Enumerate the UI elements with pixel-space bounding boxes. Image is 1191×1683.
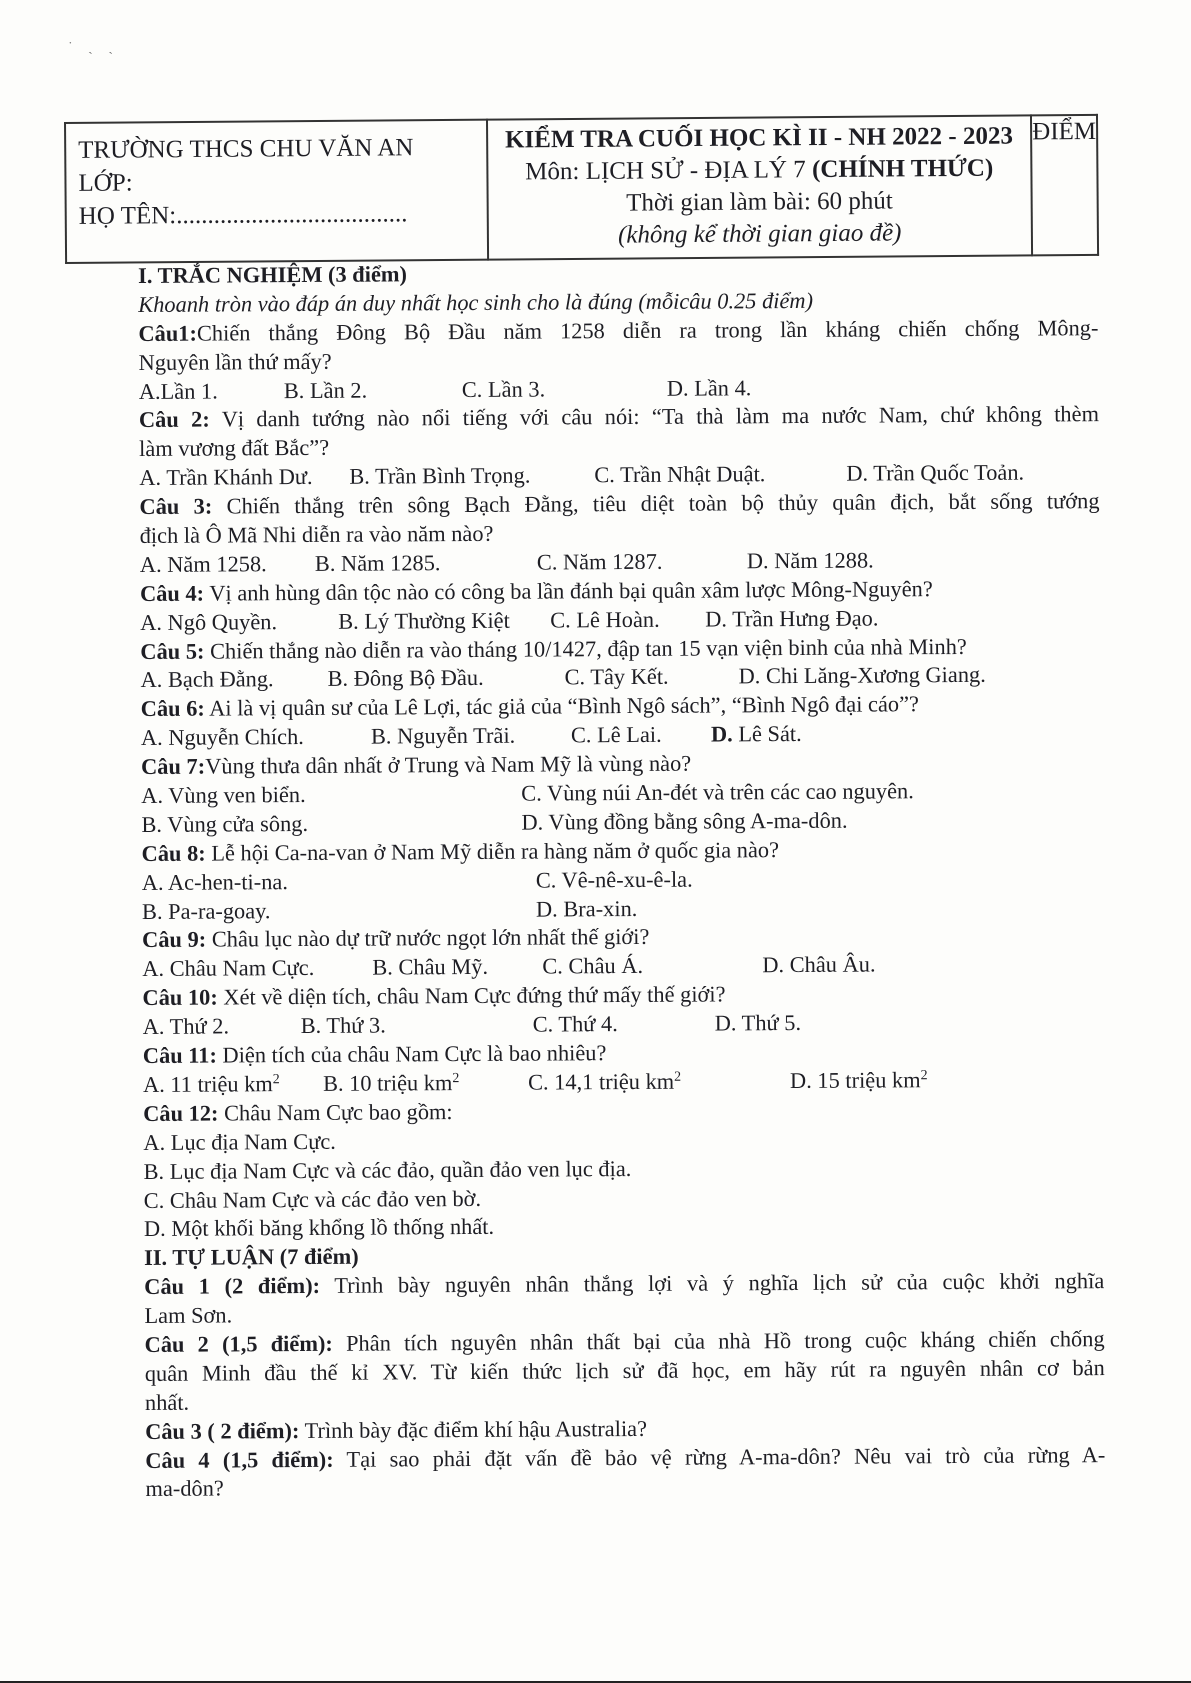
exam-info-cell <box>487 115 1033 259</box>
question-text: Chiến thắng nào diễn ra vào tháng 10/1427, đập tan 15 vạn viện binh của nhà Minh? <box>204 633 967 664</box>
option-b[interactable]: B. Lần 2. <box>283 377 368 403</box>
question-text: Châu Nam Cực bao gồm: <box>218 1098 453 1126</box>
option-a[interactable] <box>143 1070 323 1100</box>
option-a[interactable]: A. Nguyễn Chích. <box>140 724 304 751</box>
question-text-cont: quân Minh đầu thế kỉ XV. Từ kiến thức lịch sử đã học, em hãy rút ra nguyên nhân cơ bản <box>144 1354 1105 1386</box>
option-a[interactable]: A. Thứ 2. <box>142 1013 230 1040</box>
option-c[interactable]: C. Vê-nê-xu-ê-la. <box>535 866 693 893</box>
option-text: D. 15 triệu km <box>789 1067 921 1093</box>
option-a[interactable]: A. Ac-hen-ti-na. <box>141 868 288 895</box>
option-text: B. 10 triệu km <box>322 1070 453 1096</box>
question-text: Vị danh tướng nào nổi tiếng với câu nói: “Ta thà làm ma nước Nam, chứ không thèm <box>209 401 1100 433</box>
superscript: 2 <box>452 1070 460 1087</box>
question-text: Trình bày nguyên nhân thắng lợi và ý nghĩa lịch sử của cuộc khởi nghĩa <box>319 1268 1105 1299</box>
question-text-cont: làm vương đất Bắc”? <box>139 435 330 462</box>
option-a[interactable]: A. Trần Khánh Dư. <box>139 464 313 491</box>
question-text: Diện tích của châu Nam Cực là bao nhiêu? <box>216 1040 607 1068</box>
question-text: Chiến thắng Đông Bộ Đầu năm 1258 diễn ra trong lần kháng chiến chống Mông- <box>196 314 1099 346</box>
essay-question-1 <box>144 1267 1104 1302</box>
option-d[interactable]: D. Vùng đồng bằng sông A-ma-dôn. <box>521 807 848 835</box>
option-b[interactable] <box>323 1069 528 1099</box>
question-number: Câu 9: <box>142 927 207 953</box>
option-d[interactable]: D. Thứ 5. <box>714 1010 802 1036</box>
name-field[interactable]: HỌ TÊN:..................................... <box>78 200 408 230</box>
option-c[interactable]: C. Vùng núi An-đét và trên các cao nguyên. <box>521 778 914 806</box>
question-number: Câu 10: <box>142 984 218 1011</box>
option-c[interactable]: C. Năm 1287. <box>536 548 663 575</box>
option-b[interactable]: B. Lục địa Nam Cực và các đảo, quần đảo ven lục địa. <box>143 1155 632 1184</box>
option-b[interactable]: B. Thứ 3. <box>300 1012 386 1039</box>
option-c[interactable]: C. Châu Á. <box>542 953 644 979</box>
option-a[interactable]: A. Lục địa Nam Cực. <box>143 1128 336 1155</box>
option-text: A. 11 triệu km <box>142 1071 273 1097</box>
option-c[interactable]: C. Tây Kết. <box>564 664 669 690</box>
question-number: Câu 3 ( 2 điểm): <box>145 1417 300 1444</box>
student-info-cell <box>65 120 488 263</box>
question-number: Câu 12: <box>143 1100 219 1126</box>
question-text: Trình bày đặc điểm khí hậu Australia? <box>299 1415 648 1443</box>
option-text: C. 14,1 triệu km <box>527 1068 675 1095</box>
subject-line <box>488 152 1031 188</box>
question-text-cont: Nguyên lần thứ mấy? <box>138 348 332 375</box>
option-d[interactable] <box>790 1066 928 1096</box>
option-b[interactable]: B. Pa-ra-goay. <box>141 897 271 924</box>
option-d[interactable] <box>711 720 802 749</box>
option-b[interactable]: B. Nguyễn Trãi. <box>370 722 516 749</box>
question-number: Câu 11: <box>142 1042 217 1069</box>
option-b[interactable]: B. Châu Mỹ. <box>372 954 489 980</box>
option-b[interactable]: B. Trần Bình Trọng. <box>349 462 531 489</box>
option-d[interactable]: D. Bra-xin. <box>535 895 638 922</box>
option-a[interactable]: A. Năm 1258. <box>139 551 267 577</box>
question-number: Câu 1 (2 điểm): <box>144 1273 321 1300</box>
option-d[interactable]: D. Trần Hưng Đạo. <box>705 605 879 632</box>
option-a[interactable]: A. Ngô Quyền. <box>140 608 278 635</box>
subject-official: (CHÍNH THỨC) <box>811 154 994 184</box>
option-c[interactable]: C. Lê Lai. <box>570 722 662 748</box>
exam-content <box>138 256 1106 1504</box>
question-number: Câu 2 (1,5 điểm): <box>144 1330 333 1357</box>
option-b[interactable]: B. Vùng cửa sông. <box>141 810 309 837</box>
question-number: Câu 4: <box>139 580 205 606</box>
question-text: Lễ hội Ca-na-van ở Nam Mỹ diễn ra hàng năm ở quốc gia nào? <box>205 836 780 866</box>
question-text: Vùng thưa dân nhất ở Trung và Nam Mỹ là vùng nào? <box>205 750 692 779</box>
option-a[interactable]: A.Lần 1. <box>138 378 218 404</box>
question-number: Câu 7: <box>141 753 206 780</box>
option-d[interactable]: D. Trần Quốc Toản. <box>846 459 1025 486</box>
question-number: Câu 4 (1,5 điểm): <box>145 1446 334 1473</box>
option-b[interactable]: B. Năm 1285. <box>314 550 441 576</box>
option-c[interactable]: C. Châu Nam Cực và các đảo ven bờ. <box>143 1185 482 1213</box>
option-c[interactable]: C. Lê Hoàn. <box>550 606 660 633</box>
duration: Thời gian làm bài: 60 phút <box>626 187 893 217</box>
score-cell[interactable] <box>1031 115 1098 256</box>
question-text-cont: ma-dôn? <box>145 1475 224 1502</box>
option-d[interactable]: D. Chi Lăng-Xương Giang. <box>738 662 986 689</box>
question-number: Câu 3: <box>139 493 213 520</box>
question-text: Châu lục nào dự trữ nước ngọt lớn nhất thế giới? <box>206 924 650 953</box>
question-number: Câu 6: <box>140 695 205 722</box>
school-name: TRƯỜNG THCS CHU VĂN AN <box>78 134 414 164</box>
option-c[interactable]: C. Lần 3. <box>461 376 546 402</box>
scan-specks: ˙ ˏ ˎ <box>68 40 119 55</box>
class-label: LỚP: <box>78 169 133 197</box>
question-text-cont: địch là Ô Mã Nhi diễn ra vào năm nào? <box>139 520 494 549</box>
option-b[interactable]: B. Đông Bộ Đầu. <box>327 665 484 692</box>
option-c[interactable]: C. Trần Nhật Duật. <box>594 461 766 488</box>
score-label: ĐIỂM <box>1032 117 1097 146</box>
exam-header <box>64 114 1099 264</box>
question-number: Câu 8: <box>141 840 206 866</box>
question-text-cont: nhất. <box>144 1389 190 1415</box>
option-c[interactable]: C. Thứ 4. <box>532 1011 618 1037</box>
question-3 <box>139 487 1099 522</box>
option-d-text: Lê Sát. <box>732 721 802 747</box>
question-text-cont: Lam Sơn. <box>144 1302 233 1329</box>
option-a[interactable]: A. Châu Nam Cực. <box>142 955 315 982</box>
option-d[interactable]: D. Lần 4. <box>666 374 752 401</box>
option-d[interactable]: D. Một khối băng khổng lồ thống nhất. <box>143 1214 495 1242</box>
option-d[interactable]: D. Châu Âu. <box>762 951 876 978</box>
question-text: Vị anh hùng dân tộc nào có công ba lần đánh bại quân xâm lược Mông-Nguyên? <box>204 575 933 606</box>
part1-instruction: Khoanh tròn vào đáp án duy nhất học sinh cho là đúng (mỗicâu 0.25 điểm) <box>138 287 814 317</box>
part1-title: I. TRẮC NGHIỆM (3 điểm) <box>138 261 408 288</box>
question-number: Câu 5: <box>140 638 205 664</box>
question-text: Xét về diện tích, châu Nam Cực đứng thứ mấy thế giới? <box>217 981 726 1010</box>
question-text: Tại sao phải đặt vấn đề bảo vệ rừng A-ma-dôn? Nêu vai trò của rừng A- <box>333 1441 1106 1472</box>
subject-prefix: Môn: LỊCH SỬ - ĐỊA LÝ 7 <box>525 156 813 186</box>
question-text: Chiến thắng trên sông Bạch Đằng, tiêu diệt toàn bộ thủy quân địch, bắt sống tướng <box>212 488 1100 519</box>
part2-title: II. TỰ LUẬN (7 điểm) <box>144 1243 359 1271</box>
option-a[interactable]: A. Vùng ven biển. <box>141 782 306 809</box>
superscript: 2 <box>674 1069 682 1085</box>
option-b[interactable]: B. Lý Thường Kiệt <box>338 607 510 634</box>
question-text: Ai là vị quân sư của Lê Lợi, tác giả của “Bình Ngô sách”, “Bình Ngô đại cáo”? <box>204 691 919 721</box>
question-number: Câu1: <box>138 320 197 346</box>
duration-note: (không kể thời gian giao đề) <box>617 219 902 249</box>
question-number: Câu 2: <box>138 407 210 433</box>
superscript: 2 <box>920 1068 928 1084</box>
answer-options <box>140 661 1100 696</box>
option-d-letter: D. <box>710 721 733 747</box>
question-text: Phân tích nguyên nhân thất bại của nhà Hồ trong cuộc kháng chiến chống <box>332 1326 1105 1356</box>
option-c[interactable] <box>528 1067 790 1098</box>
superscript: 2 <box>272 1072 280 1088</box>
exam-title: KIỂM TRA CUỐI HỌC KÌ II - NH 2022 - 2023 <box>504 122 1014 154</box>
question-1 <box>138 314 1098 349</box>
option-a[interactable]: A. Bạch Đằng. <box>140 666 274 693</box>
option-d[interactable]: D. Năm 1288. <box>746 547 874 574</box>
